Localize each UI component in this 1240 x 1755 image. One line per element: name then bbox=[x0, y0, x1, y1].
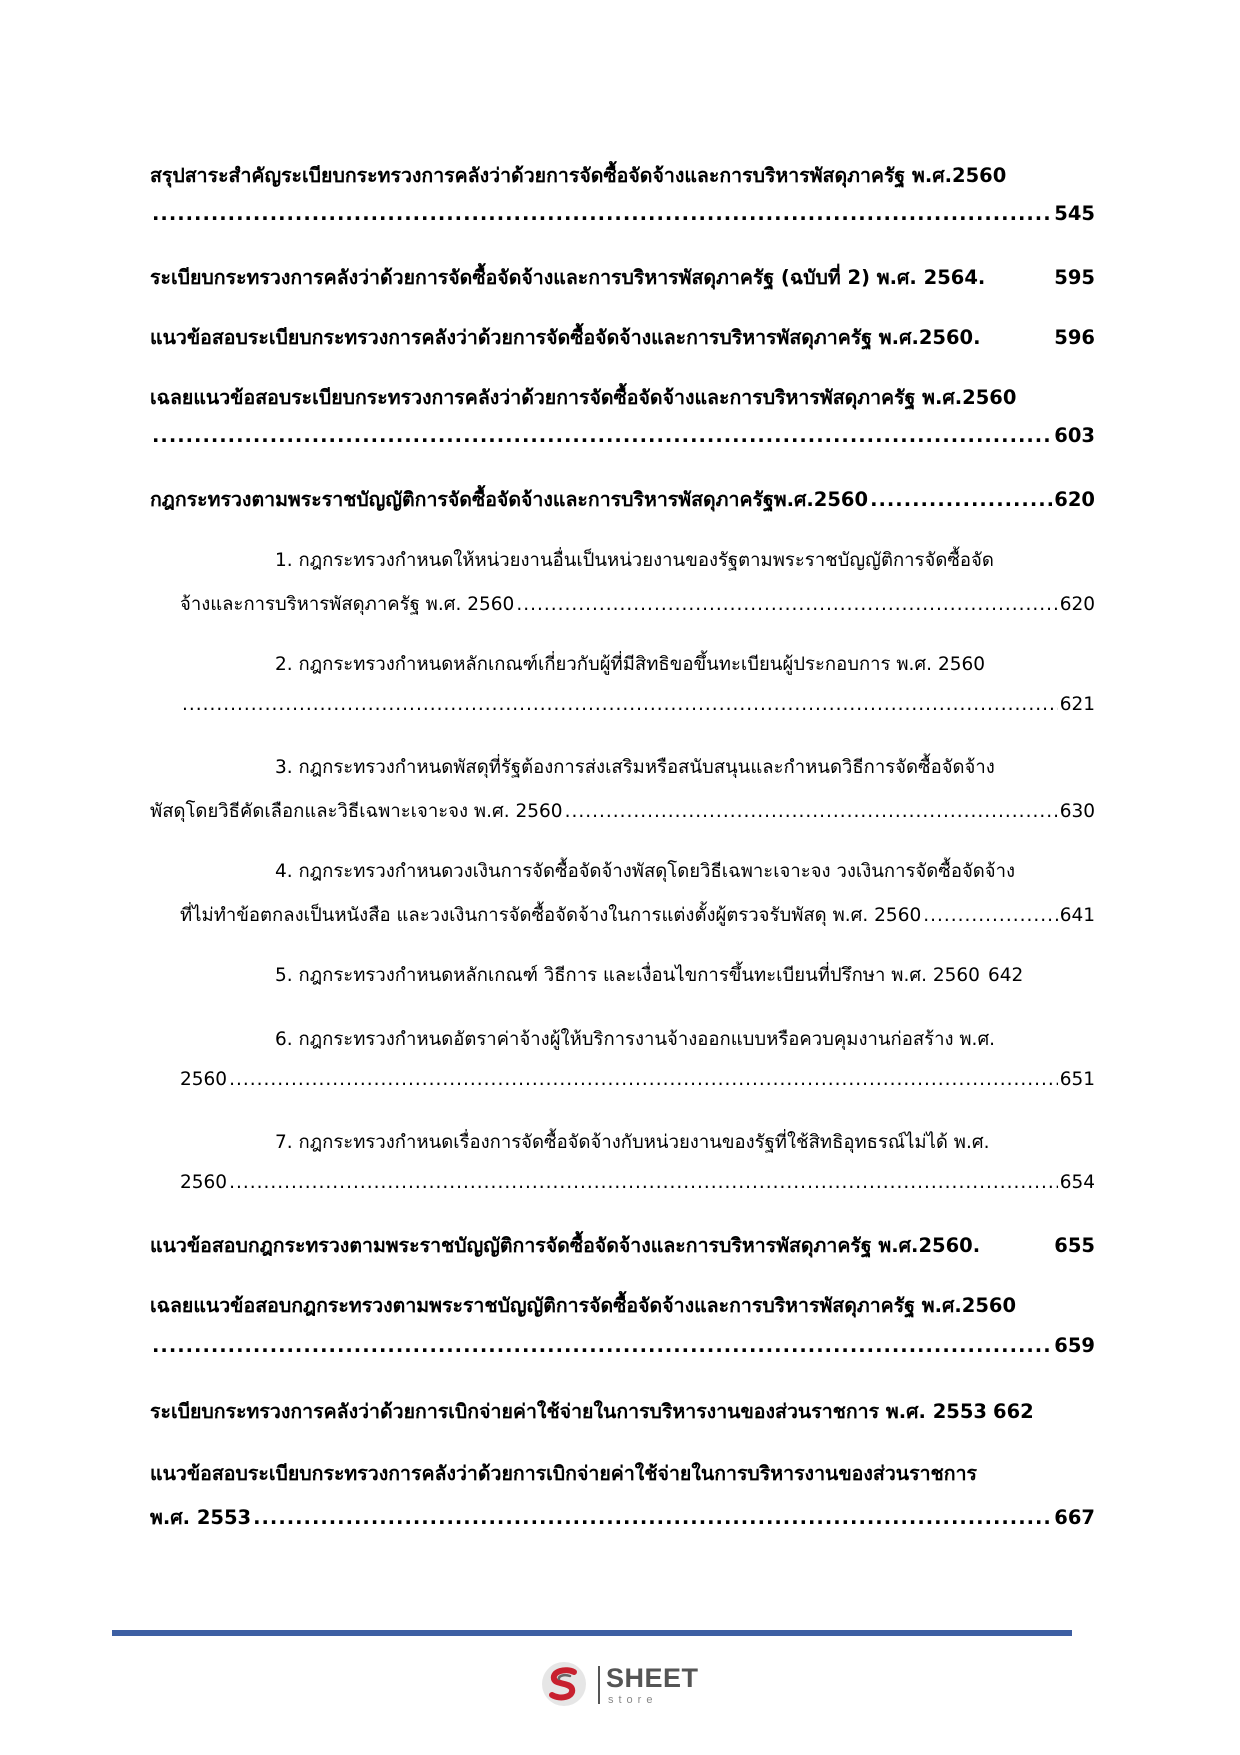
toc-subentry-page: 621 bbox=[1059, 694, 1095, 715]
toc-entry-page: 545 bbox=[1054, 202, 1095, 225]
dot-leader bbox=[229, 1172, 1058, 1193]
toc-entry-page: 620 bbox=[1054, 488, 1095, 511]
dot-leader bbox=[152, 202, 1052, 225]
toc-entry-leader-line bbox=[150, 1334, 1095, 1374]
toc-subentry-title: 2. กฎกระทรวงกำหนดหลักเกณฑ์เกี่ยวกับผู้ที่มีสิทธิขอขึ้นทะเบียนผู้ประกอบการ พ.ศ. 2560 bbox=[275, 654, 986, 675]
toc-subentry-page: 642 bbox=[987, 965, 1024, 986]
toc-subentry-title: 4. กฎกระทรวงกำหนดวงเงินการจัดซื้อจัดจ้างพัสดุโดยวิธีเฉพาะเจาะจง วงเงินการจัดซื้อจัดจ้าง bbox=[275, 861, 1016, 882]
logo-divider bbox=[598, 1666, 600, 1704]
sheet-store-logo bbox=[540, 1660, 720, 1710]
toc-entry-title: ระเบียบกระทรวงการคลังว่าด้วยการจัดซื้อจัดจ้างและการบริหารพัสดุภาครัฐ (ฉบับที่ 2) พ.ศ. 2564. bbox=[150, 266, 986, 289]
toc-subentry-title: 3. กฎกระทรวงกำหนดพัสดุที่รัฐต้องการส่งเสริมหรือสนับสนุนและกำหนดวิธีการจัดซื้อจัดจ้าง bbox=[275, 757, 995, 778]
toc-entry-leader-line bbox=[150, 424, 1095, 464]
dot-leader bbox=[923, 905, 1057, 926]
toc-subentry-title: 6. กฎกระทรวงกำหนดอัตราค่าจ้างผู้ให้บริการงานจ้างออกแบบหรือควบคุมงานก่อสร้าง พ.ศ. bbox=[275, 1029, 996, 1050]
toc-entry-title: แนวข้อสอบกฎกระทรวงตามพระราชบัญญัติการจัดซื้อจัดจ้างและการบริหารพัสดุภาครัฐ พ.ศ.2560. bbox=[150, 1234, 981, 1257]
dot-leader bbox=[870, 488, 1052, 511]
toc-entry-page: 603 bbox=[1054, 424, 1095, 447]
toc-subentry-title-cont: 2560 bbox=[180, 1172, 228, 1193]
toc-entry-page: 667 bbox=[1054, 1506, 1095, 1529]
toc-subentry-page: 620 bbox=[1059, 594, 1095, 615]
toc-entry-line bbox=[150, 484, 1095, 524]
toc-subentry-title-cont: 2560 bbox=[180, 1069, 228, 1090]
toc-entry-line bbox=[150, 322, 1095, 362]
toc-entry-title: ระเบียบกระทรวงการคลังว่าด้วยการเบิกจ่ายค่าใช้จ่ายในการบริหารงานของส่วนราชการ พ.ศ. 2553 bbox=[150, 1400, 988, 1423]
toc-entry-page: 596 bbox=[1054, 326, 1095, 349]
toc-entry-title: เฉลยแนวข้อสอบกฎกระทรวงตามพระราชบัญญัติการจัดซื้อจัดจ้างและการบริหารพัสดุภาครัฐ พ.ศ.2560 bbox=[150, 1294, 1017, 1317]
toc-subentry-title-cont: ที่ไม่ทำข้อตกลงเป็นหนังสือ และวงเงินการจัดซื้อจัดจ้างในการแต่งตั้งผู้ตรวจรับพัสดุ พ.ศ. 2560 bbox=[180, 905, 922, 926]
toc-entry-page: 659 bbox=[1054, 1334, 1095, 1357]
toc-entry-page: 655 bbox=[1054, 1234, 1095, 1257]
toc-subentry-title: 1. กฎกระทรวงกำหนดให้หน่วยงานอื่นเป็นหน่วยงานของรัฐตามพระราชบัญญัติการจัดซื้อจัด bbox=[275, 550, 994, 571]
toc-entry-page: 662 bbox=[993, 1400, 1034, 1423]
toc-entry-leader-line bbox=[150, 202, 1095, 242]
toc-entry-line bbox=[150, 1502, 1095, 1542]
dot-leader bbox=[565, 801, 1058, 822]
toc-subentry-line bbox=[180, 961, 1190, 1001]
toc-entry-title: กฎกระทรวงตามพระราชบัญญัติการจัดซื้อจัดจ้างและการบริหารพัสดุภาครัฐพ.ศ.2560 bbox=[150, 488, 869, 511]
toc-subentry-page: 630 bbox=[1059, 801, 1095, 822]
toc-subentry-title-cont: พัสดุโดยวิธีคัดเลือกและวิธีเฉพาะเจาะจง พ.ศ. 2560 bbox=[150, 801, 563, 822]
toc-entry-title: สรุปสาระสำคัญระเบียบกระทรวงการคลังว่าด้วยการจัดซื้อจัดจ้างและการบริหารพัสดุภาครัฐ พ.ศ.2560 bbox=[150, 164, 1007, 187]
toc-entry-title: แนวข้อสอบระเบียบกระทรวงการคลังว่าด้วยการเบิกจ่ายค่าใช้จ่ายในการบริหารงานของส่วนราชการ bbox=[150, 1462, 977, 1485]
toc-entry-title: แนวข้อสอบระเบียบกระทรวงการคลังว่าด้วยการจัดซื้อจัดจ้างและการบริหารพัสดุภาครัฐ พ.ศ.2560. bbox=[150, 326, 981, 349]
toc-subentry-title: 5. กฎกระทรวงกำหนดหลักเกณฑ์ วิธีการ และเงื่อนไขการขึ้นทะเบียนที่ปรึกษา พ.ศ. 2560 bbox=[275, 965, 980, 986]
dot-leader bbox=[152, 1334, 1052, 1357]
toc-subentry-line bbox=[180, 590, 1095, 630]
dot-leader bbox=[182, 694, 1058, 715]
toc-entry-line bbox=[150, 262, 1095, 302]
toc-subentry-page: 654 bbox=[1059, 1172, 1095, 1193]
toc-entry-page: 595 bbox=[1054, 266, 1095, 289]
toc-entry-line bbox=[150, 1230, 1095, 1270]
toc-subentry-line bbox=[180, 1172, 1095, 1212]
dot-leader bbox=[253, 1506, 1052, 1529]
toc-entry-title: เฉลยแนวข้อสอบระเบียบกระทรวงการคลังว่าด้วยการจัดซื้อจัดจ้างและการบริหารพัสดุภาครัฐ พ.ศ.2560 bbox=[150, 386, 1017, 409]
toc-subentry-page: 641 bbox=[1059, 905, 1095, 926]
dot-leader bbox=[152, 424, 1052, 447]
toc-subentry-line bbox=[150, 797, 1095, 837]
toc-subentry-title-cont: จ้างและการบริหารพัสดุภาครัฐ พ.ศ. 2560 bbox=[180, 594, 515, 615]
sheet-store-logo-icon bbox=[540, 1660, 588, 1708]
toc-entry-title-cont: พ.ศ. 2553 bbox=[150, 1506, 252, 1529]
toc-subentry-page: 651 bbox=[1059, 1069, 1095, 1090]
toc-subentry-line bbox=[180, 1069, 1095, 1109]
toc-subentry-line bbox=[180, 901, 1095, 941]
toc-entry-line bbox=[150, 1396, 1095, 1436]
toc-subentry-title: 7. กฎกระทรวงกำหนดเรื่องการจัดซื้อจัดจ้างกับหน่วยงานของรัฐที่ใช้สิทธิอุทธรณ์ไม่ได้ พ.ศ. bbox=[275, 1132, 990, 1153]
toc-subentry-line bbox=[180, 694, 1095, 734]
logo-name: SHEET bbox=[606, 1663, 699, 1693]
dot-leader bbox=[229, 1069, 1058, 1090]
logo-subtitle: store bbox=[608, 1694, 658, 1706]
footer-rule bbox=[112, 1630, 1072, 1636]
dot-leader bbox=[516, 594, 1057, 615]
